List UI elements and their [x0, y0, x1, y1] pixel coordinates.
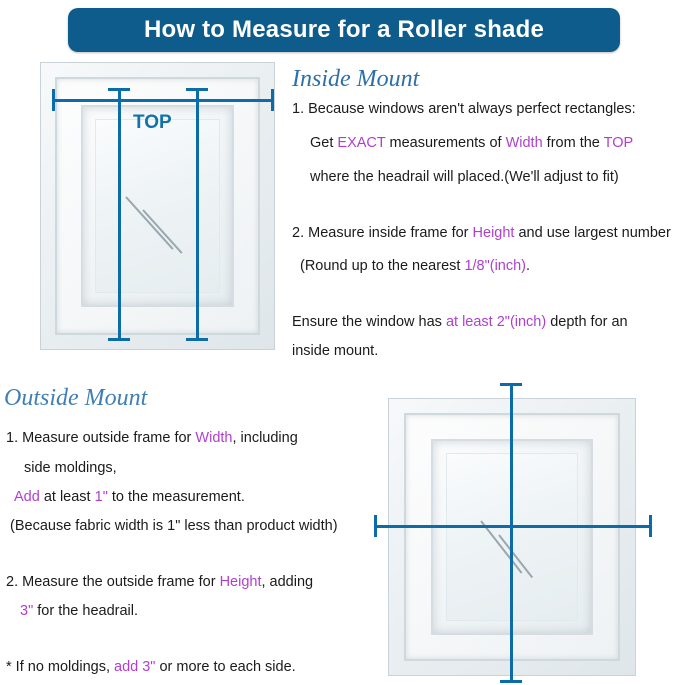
inside-step2-line1 — [292, 224, 671, 243]
glass-glint-icon — [125, 196, 173, 249]
glass-glint-icon — [498, 534, 533, 578]
inside-ensure-line2 — [292, 342, 378, 361]
outside-step1-line2-text: side moldings, — [24, 460, 117, 476]
inside-step1-line1 — [292, 100, 636, 119]
outside-step1-line3 — [14, 488, 245, 507]
measure-cap-icon — [374, 515, 377, 537]
outside-step1-line4 — [10, 517, 338, 536]
inside-step1-line2-e: from the — [542, 135, 604, 151]
inside-step2-line2-fraction: 1/8"(inch) — [464, 258, 527, 274]
measure-cap-icon — [108, 88, 130, 91]
inside-step2-line2 — [300, 257, 530, 276]
inside-ensure-line1-depth: at least 2"(inch) — [445, 314, 547, 330]
outside-step1-line3-b: at least — [39, 489, 95, 505]
outside-step2-line1 — [6, 573, 313, 592]
inside-mount-window-illustration — [40, 62, 275, 350]
measure-cap-icon — [500, 383, 522, 386]
inside-ensure-line1-a: Ensure the window has — [292, 314, 446, 330]
inside-step1-line3-text: where the headrail will placed.(We'll adjust to fit) — [310, 169, 619, 185]
glass-glint-icon — [142, 210, 182, 254]
measure-cap-icon — [500, 680, 522, 683]
outside-mount-heading: Outside Mount — [4, 385, 148, 411]
outside-step2-line2 — [20, 602, 138, 621]
outside-footnote-c: or more to each side. — [155, 659, 296, 675]
outside-footnote-add: add 3" — [114, 659, 156, 675]
inside-step1-line2 — [310, 134, 633, 153]
inside-ensure-line1 — [292, 313, 628, 332]
outside-step1-line4-text: (Because fabric width is 1" less than product width) — [10, 518, 338, 534]
measure-cap-icon — [186, 88, 208, 91]
outside-step2-line2-b: for the headrail. — [33, 603, 139, 619]
inside-step1-line2-a: Get — [310, 135, 338, 151]
outside-step2-line2-inches: 3" — [20, 603, 34, 619]
outside-height-measure-line — [510, 383, 513, 683]
inside-ensure-line2-text: inside mount. — [292, 343, 379, 359]
inside-step1-line2-top: TOP — [603, 135, 634, 151]
outside-step1-line3-d: to the measurement. — [107, 489, 245, 505]
outside-step1-line1-width: Width — [195, 430, 233, 446]
inside-width-measure-line — [52, 99, 274, 102]
outside-step2-line1-c: , adding — [261, 574, 314, 590]
measure-cap-icon — [108, 338, 130, 341]
title-banner — [68, 8, 620, 52]
outside-step2-line1-a: 2. Measure the outside frame for — [6, 574, 220, 590]
measure-cap-icon — [52, 89, 55, 111]
outside-step1-line3-add: Add — [14, 489, 40, 505]
inside-step1-line2-c: measurements of — [385, 135, 506, 151]
inside-step2-line1-c: and use largest number — [514, 225, 671, 241]
outside-footnote — [6, 659, 296, 675]
window-glass — [95, 119, 220, 294]
inside-step1-line2-width: Width — [505, 135, 543, 151]
inside-step1-line3 — [310, 168, 619, 187]
inside-step2-line2-a: (Round up to the nearest — [300, 258, 465, 274]
outside-step2-line1-height: Height — [219, 574, 262, 590]
measure-cap-icon — [649, 515, 652, 537]
inside-height-measure-line-left — [118, 88, 121, 340]
outside-step1-line2 — [24, 459, 117, 478]
inside-height-measure-line-right — [196, 88, 199, 340]
outside-step1-line1 — [6, 429, 298, 448]
top-label: TOP — [133, 112, 172, 133]
inside-step1-line1-text: 1. Because windows aren't always perfect rectangles: — [292, 101, 636, 117]
inside-mount-heading: Inside Mount — [292, 66, 420, 92]
window-frame-inner — [81, 105, 234, 308]
measure-cap-icon — [186, 338, 208, 341]
outside-footnote-a: * If no moldings, — [6, 659, 114, 675]
inside-step2-line1-a: 2. Measure inside frame for — [292, 225, 473, 241]
outside-width-measure-line — [374, 525, 652, 528]
outside-step1-line1-c: , including — [232, 430, 298, 446]
inside-step2-line1-height: Height — [472, 225, 515, 241]
inside-ensure-line1-c: depth for an — [546, 314, 628, 330]
inside-step2-line2-c: . — [526, 258, 531, 274]
measure-cap-icon — [271, 89, 274, 111]
page-title: How to Measure for a Roller shade — [143, 16, 545, 43]
glass-glint-icon — [480, 521, 522, 574]
inside-step1-line2-exact: EXACT — [337, 135, 386, 151]
outside-step1-line3-inch: 1" — [94, 489, 108, 505]
outside-step1-line1-a: 1. Measure outside frame for — [6, 430, 196, 446]
